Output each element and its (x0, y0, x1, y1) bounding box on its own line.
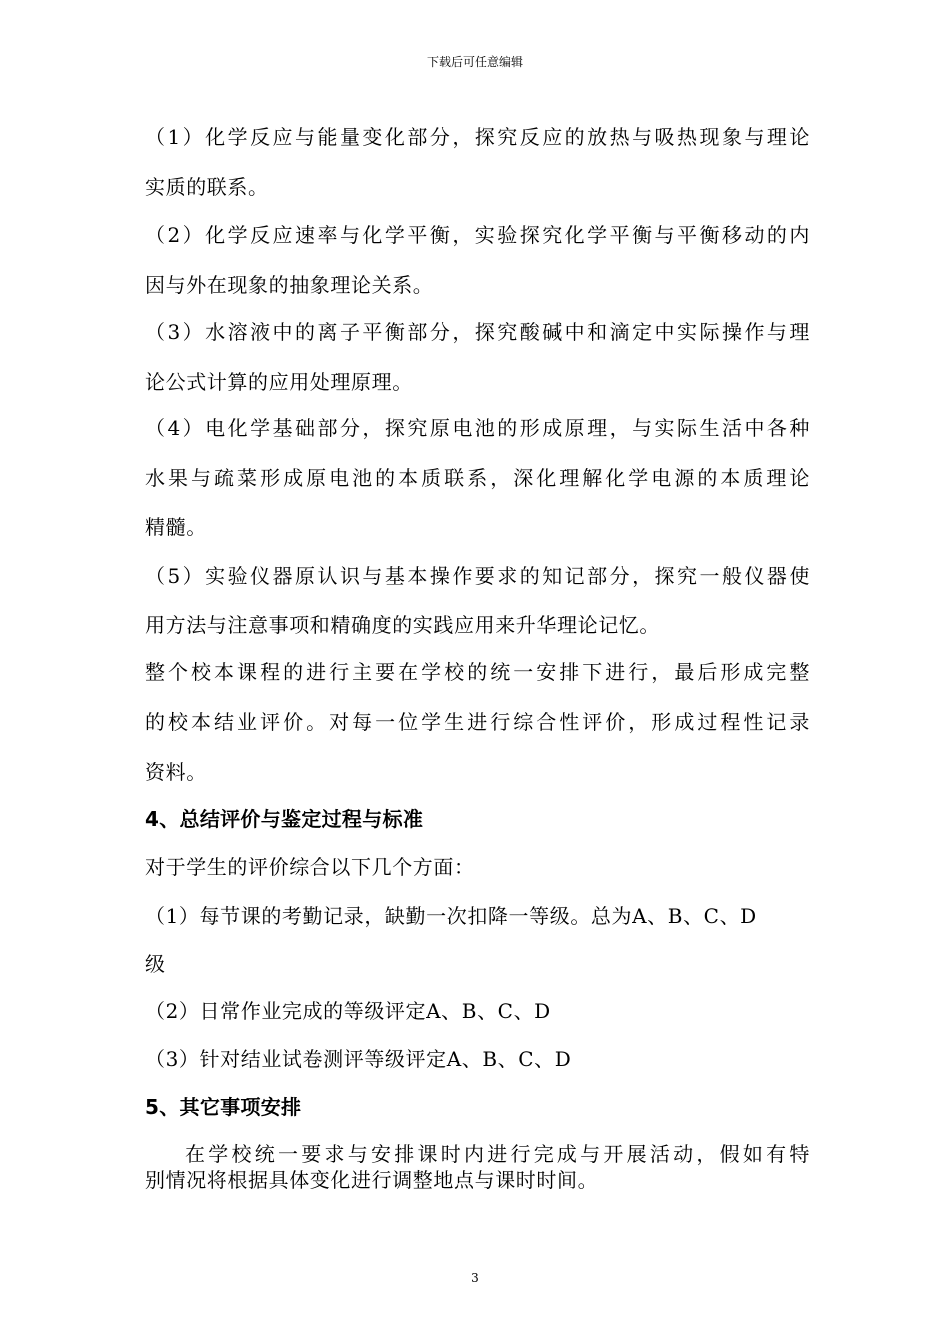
paragraph-line: （3）针对结业试卷测评等级评定A、B、C、D (145, 1047, 572, 1071)
paragraph-line: 对于学生的评价综合以下几个方面： (145, 855, 475, 879)
paragraph-line: 级 (145, 952, 166, 976)
paragraph-line: （3）水溶液中的离子平衡部分，探究酸碱中和滴定中实际操作与理 (145, 320, 810, 344)
paragraph-line: 整个校本课程的进行主要在学校的统一安排下进行，最后形成完整 (145, 660, 810, 684)
section-heading-5: 5、其它事项安排 (145, 1095, 302, 1119)
paragraph-line: 的校本结业评价。对每一位学生进行综合性评价，形成过程性记录 (145, 710, 810, 734)
paragraph-line: 因与外在现象的抽象理论关系。 (145, 273, 434, 297)
paragraph-line: （2）日常作业完成的等级评定A、B、C、D (145, 999, 551, 1023)
paragraph-line: （2）化学反应速率与化学平衡，实验探究化学平衡与平衡移动的内 (145, 223, 810, 247)
paragraph-line: （1）化学反应与能量变化部分，探究反应的放热与吸热现象与理论 (145, 125, 810, 149)
page-header: 下载后可任意编辑 (426, 55, 523, 69)
paragraph-line: （5）实验仪器原认识与基本操作要求的知记部分，探究一般仪器使 (145, 564, 810, 588)
paragraph-line: 别情况将根据具体变化进行调整地点与课时时间。 (145, 1168, 599, 1192)
paragraph-line: 论公式计算的应用处理原理。 (145, 370, 413, 394)
paragraph-line: 用方法与注意事项和精确度的实践应用来升华理论记忆。 (145, 613, 660, 637)
paragraph-line: 在学校统一要求与安排课时内进行完成与开展活动，假如有特 (185, 1142, 810, 1166)
paragraph-line: 水果与疏菜形成原电池的本质联系，深化理解化学电源的本质理论 (145, 466, 810, 490)
paragraph-line: （4）电化学基础部分，探究原电池的形成原理，与实际生活中各种 (145, 416, 810, 440)
paragraph-line: 精髓。 (145, 515, 207, 539)
section-heading-4: 4、总结评价与鉴定过程与标准 (145, 807, 424, 831)
paragraph-line: （1）每节课的考勤记录，缺勤一次扣降一等级。总为A、B、C、D (145, 904, 757, 928)
paragraph-line: 资料。 (145, 760, 207, 784)
paragraph-line: 实质的联系。 (145, 175, 269, 199)
page-number: 3 (471, 1271, 479, 1285)
